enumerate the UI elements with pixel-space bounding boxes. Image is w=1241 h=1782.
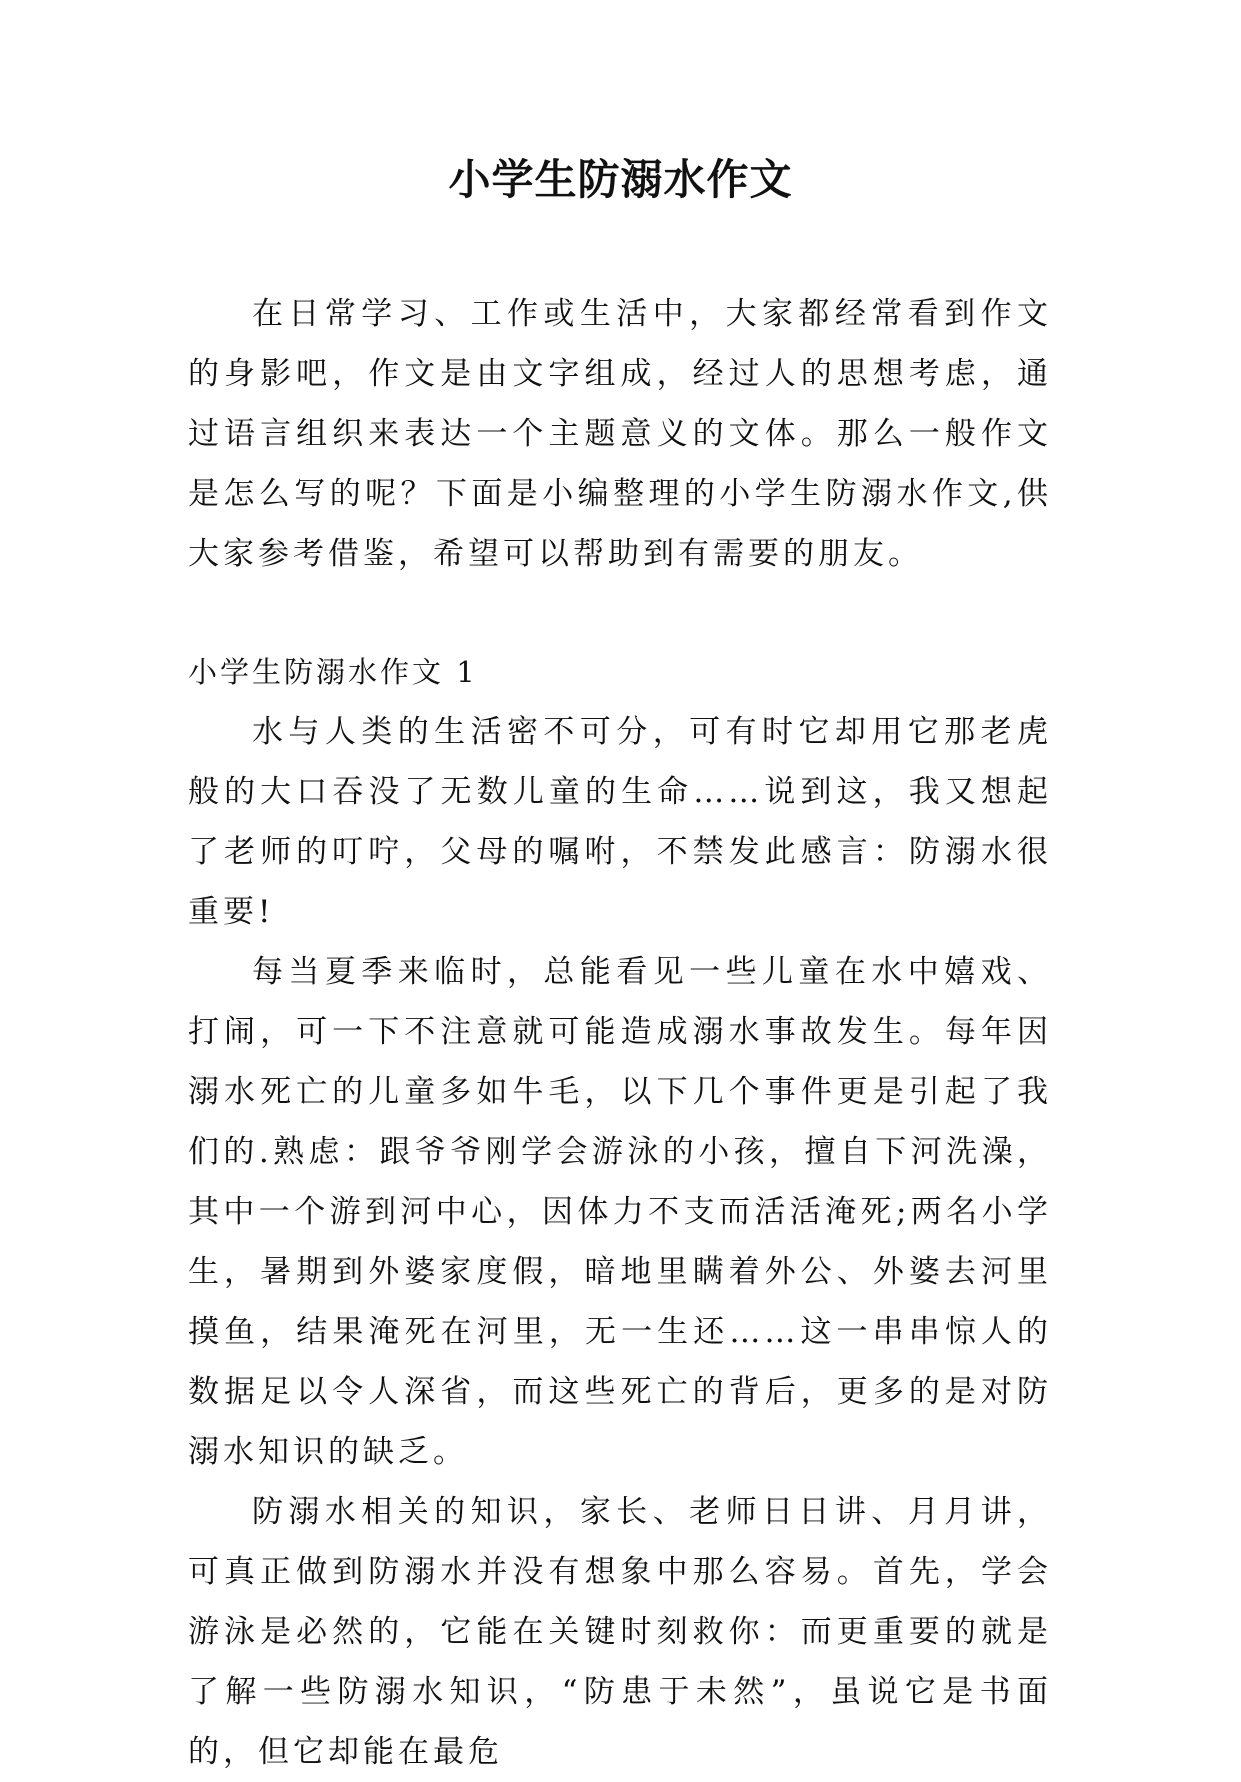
document-title: 小学生防溺水作文 [448,155,793,204]
section-heading: 小学生防溺水作文 1 [188,655,478,689]
intro-paragraph: 在日常学习、工作或生活中，大家都经常看到作文的身影吧，作文是由文字组成，经过人的思想考虑，通过语言组织来表达一个主题意义的文体。那么一般作文是怎么写的呢？下面是小编整理的小学生防溺水作文,供大家参考借鉴，希望可以帮助到有需要的朋友。 [188,296,1052,572]
document-body [188,284,1052,1782]
body-paragraph-1: 水与人类的生活密不可分，可有时它却用它那老虎般的大口吞没了无数儿童的生命……说到这，我又想起了老师的叮咛，父母的嘱咐，不禁发此感言：防溺水很重要! [188,714,1052,930]
body-paragraph-3: 防溺水相关的知识，家长、老师日日讲、月月讲，可真正做到防溺水并没有想象中那么容易。首先，学会游泳是必然的，它能在关键时刻救你：而更重要的就是了解一些防溺水知识，“防患于未然”，虽说它是书面的，但它却能在最危 [188,1494,1052,1770]
body-paragraph-2: 每当夏季来临时，总能看见一些儿童在水中嬉戏、打闹，可一下不注意就可能造成溺水事故发生。每年因溺水死亡的儿童多如牛毛，以下几个事件更是引起了我们的.熟虑：跟爷爷刚学会游泳的小孩，擅自下河洗澡，其中一个游到河中心，因体力不支而活活淹死;两名小学生，暑期到外婆家度假，暗地里瞒着外公、外婆去河里摸鱼，结果淹死在河里，无一生还……这一串串惊人的数据足以令人深省，而这些死亡的背后，更多的是对防溺水知识的缺乏。 [188,954,1052,1470]
